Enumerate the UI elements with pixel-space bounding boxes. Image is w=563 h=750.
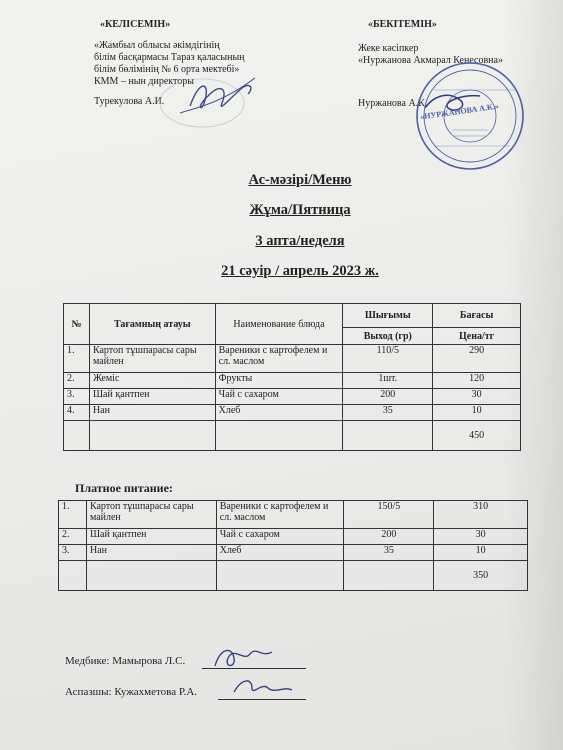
dish-name-ru: Вареники с картофелем и сл. маслом (215, 345, 343, 373)
row-number: 2. (59, 529, 87, 545)
row-number: 1. (59, 501, 87, 529)
menu-table (63, 303, 521, 451)
dish-yield: 200 (344, 529, 434, 545)
col-header-price-sub: Цена/тг (433, 328, 521, 345)
dish-name-ru: Чай с сахаром (216, 529, 344, 545)
col-header-yield-sub: Выход (гр) (343, 328, 433, 345)
approval-left-heading: «КЕЛІСЕМІН» (100, 19, 171, 30)
dish-price: 30 (433, 389, 521, 405)
table-row (64, 373, 521, 389)
total-row (59, 561, 528, 591)
week-title: 3 апта/неделя (255, 233, 345, 249)
dish-yield: 35 (343, 405, 433, 421)
menu-title: Ас-мәзірі/Меню (248, 172, 352, 188)
dish-name-kz: Шай қантпен (86, 529, 216, 545)
dish-name-kz: Картоп тұшпарасы сары майлен (89, 345, 215, 373)
dish-name-ru: Фрукты (215, 373, 343, 389)
paid-menu-table (58, 500, 528, 591)
cook-signature-line: Аспазшы: Кужахметова Р.А. (65, 686, 198, 698)
table-row (64, 405, 521, 421)
dish-yield: 150/5 (344, 501, 434, 529)
nurse-signature-icon (210, 642, 280, 676)
paid-total: 350 (434, 561, 528, 591)
dish-yield: 110/5 (343, 345, 433, 373)
dish-price: 310 (434, 501, 528, 529)
dish-yield: 35 (344, 545, 434, 561)
dish-price: 290 (433, 345, 521, 373)
table-row (59, 545, 528, 561)
table-row (59, 501, 528, 529)
date-title: 21 сәуір / апрель 2023 ж. (221, 263, 379, 279)
dish-name-ru: Вареники с картофелем и сл. маслом (216, 501, 344, 529)
dish-name-ru: Хлеб (216, 545, 344, 561)
cook-signature-icon (228, 672, 298, 702)
approval-left-line: білім бөлімінің № 6 орта мектебі» (94, 64, 240, 75)
row-number: 4. (64, 405, 90, 421)
col-header-price: Бағасы (433, 304, 521, 328)
approval-right-signer: Нуржанова А.К. (358, 98, 428, 109)
dish-price: 30 (434, 529, 528, 545)
dish-name-ru: Хлеб (215, 405, 343, 421)
paid-meals-label: Платное питание: (75, 481, 173, 495)
total-row (64, 421, 521, 451)
col-header-name-ru: Наименование блюда (215, 304, 343, 345)
col-header-name-kz: Тағамның атауы (89, 304, 215, 345)
dish-price: 10 (434, 545, 528, 561)
approval-right-line: «Нуржанова Акмарал Кенесовна» (358, 55, 503, 66)
nurse-signature-line: Медбике: Мамырова Л.С. (65, 655, 186, 667)
dish-name-kz: Шай қантпен (89, 389, 215, 405)
table-row (59, 529, 528, 545)
director-signature-icon (150, 58, 270, 128)
day-title: Жұма/Пятница (249, 202, 351, 218)
dish-name-kz: Нан (86, 545, 216, 561)
table-row (64, 345, 521, 373)
dish-name-kz: Жеміс (89, 373, 215, 389)
approval-left-line: КММ – нын директоры (94, 76, 194, 87)
stamp-name: «НУРЖАНОВА А.К.» (419, 101, 500, 122)
row-number: 3. (59, 545, 87, 561)
row-number: 3. (64, 389, 90, 405)
approval-left-line: білім басқармасы Тараз қаласының (94, 52, 245, 63)
col-header-yield: Шығымы (343, 304, 433, 328)
approval-right-heading: «БЕКІТЕМІН» (368, 19, 437, 30)
dish-name-kz: Нан (89, 405, 215, 421)
row-number: 2. (64, 373, 90, 389)
dish-name-kz: Картоп тұшпарасы сары майлен (86, 501, 216, 529)
row-number: 1. (64, 345, 90, 373)
approval-left-line: «Жамбыл облысы әкімдігінің (94, 40, 220, 51)
col-header-number: № (64, 304, 90, 345)
dish-price: 10 (433, 405, 521, 421)
dish-yield: 1шт. (343, 373, 433, 389)
dish-name-ru: Чай с сахаром (215, 389, 343, 405)
approval-right-line: Жеке кәсіпкер (358, 43, 419, 54)
approval-left-signer: Турекулова А.И. (94, 96, 165, 107)
table-row (64, 389, 521, 405)
menu-total: 450 (433, 421, 521, 451)
dish-price: 120 (433, 373, 521, 389)
dish-yield: 200 (343, 389, 433, 405)
